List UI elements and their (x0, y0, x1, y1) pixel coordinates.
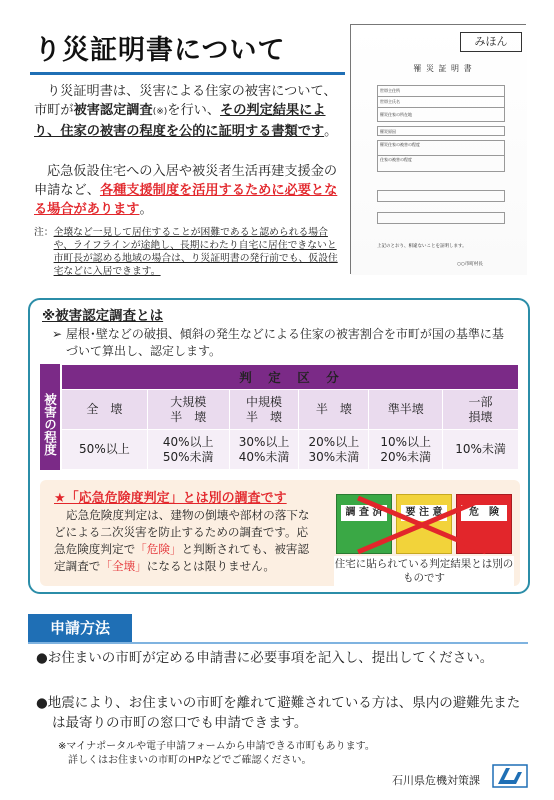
intro-paragraph-2 (34, 162, 344, 219)
emergency-text (54, 507, 316, 575)
table-cell: 中規模 半 壊 (229, 390, 299, 430)
page-title: り災証明書について (34, 35, 286, 66)
placard-caption: 住宅に貼られている判定結果とは別のものです (334, 558, 514, 584)
table-cell: 一部 損壊 (443, 390, 519, 430)
certificate-signer: ○○市町村長 (457, 262, 483, 267)
apply-underline (28, 642, 528, 644)
intro-emphasis: その判定結果により、住家の被害の程度を公的に証明する書類です (34, 103, 326, 139)
range-row (62, 430, 519, 470)
placard-group (336, 494, 512, 556)
emergency-heading: ★「応急危険度判定」とは別の調査です (54, 491, 287, 506)
title-underline (30, 72, 345, 75)
table-cell: 30%以上 40%未満 (229, 430, 299, 470)
table-cell: 20%以上 30%未満 (299, 430, 369, 470)
emergency-danger-word: 「危険」 (135, 542, 182, 556)
cert-row: 住家の被害の程度 (377, 156, 505, 172)
table-cell: 全 壊 (62, 390, 148, 430)
sample-stamp: みほん (460, 32, 522, 52)
table-cell: 50%以上 (62, 430, 148, 470)
apply-heading: 申請方法 (28, 614, 132, 642)
cert-row: 罹災住家の被害の程度 (377, 140, 505, 156)
survey-description: ➢ 屋根･壁などの破損、傾斜の発生などによる住家の被害割合を市町が国の基準に基づいて算出し、認定します。 (52, 327, 504, 358)
cert-row: 世帯主住所 (377, 86, 505, 97)
table-cell: 10%以上 20%未満 (369, 430, 443, 470)
intro-text: を行い、 (167, 103, 221, 118)
prefecture-logo-icon (492, 764, 528, 788)
certificate-sample (350, 24, 526, 274)
intro-paragraph-1 (34, 82, 344, 141)
cert-row: 世帯主氏名 (377, 97, 505, 108)
emergency-text-part: 応急危険度判定は、建物の倒壊や部材の落下などによる二次災害を防止するための調査です。応急危険度判定で (54, 508, 310, 556)
emergency-text-part: と判断されても、被害認定調査で (54, 542, 310, 573)
placard-label: 調 査 済 (341, 505, 387, 521)
cross-mark-icon (336, 494, 512, 556)
table-header: 判 定 区 分 (62, 365, 519, 390)
damage-level-label: 被害の程度 (40, 364, 60, 470)
certificate-footer: 上記のとおり、相違ないことを証明します。 (377, 244, 467, 249)
apply-item-2: ●地震により、お住まいの市町を離れて避難されている方は、県内の避難先または最寄りの市町の窓口でも申請できます。 (36, 695, 521, 731)
emergency-total-word: 「全壊」 (100, 559, 147, 573)
intro-text: り災証明書は、災害による住家の被害について、市町が (34, 84, 337, 118)
footer-department: 石川県危機対策課 (392, 774, 480, 787)
cert-row (377, 190, 505, 202)
table-cell: 準半壊 (369, 390, 443, 430)
cert-row: 罹災住家の所在地 (377, 108, 505, 122)
intro-text: 応急仮設住宅への入居や被災者生活再建支援金の申請など、 (34, 164, 338, 198)
intro-note (34, 226, 346, 278)
survey-heading: ※被害認定調査とは (42, 308, 164, 324)
table-cell: 大規模 半 壊 (147, 390, 229, 430)
table-cell: 半 壊 (299, 390, 369, 430)
cert-row: 罹災原因 (377, 126, 505, 136)
placard-label: 危 険 (461, 505, 507, 521)
cert-row (377, 212, 505, 224)
certificate-title: 罹 災 証 明 書 (413, 64, 473, 73)
emergency-text-part: になるとは限りません。 (146, 559, 276, 573)
intro-emphasis: 被害認定調査 (73, 103, 153, 118)
intro-note-mark: (※) (152, 107, 168, 117)
intro-text: 。 (139, 202, 153, 217)
placard-label: 要 注 意 (401, 505, 447, 521)
table-cell: 40%以上 50%未満 (147, 430, 229, 470)
intro-highlight: 各種支援制度を活用するために必要となる場合があります (34, 183, 338, 217)
note-label: 注： (34, 227, 54, 238)
apply-item-1: ●お住まいの市町が定める申請書に必要事項を記入し、提出してください。 (36, 650, 494, 666)
certificate-form (377, 85, 505, 224)
apply-note: ※マイナポータルや電子申請フォームから申請できる市町もあります。 詳しくはお住まいの市町のHPなどでご確認ください。 (58, 741, 375, 766)
intro-text: 。 (324, 124, 338, 139)
category-row (62, 390, 519, 430)
note-text: 全壊など一見して居住することが困難であると認められる場合や、ライフラインが途絶し、長期にわたり自宅に居住できないと市町長が認める地域の場合は、り災証明書の発行前でも、仮設住宅などに入居できます。 (53, 227, 338, 277)
damage-table (61, 364, 519, 470)
table-cell: 10%未満 (443, 430, 519, 470)
